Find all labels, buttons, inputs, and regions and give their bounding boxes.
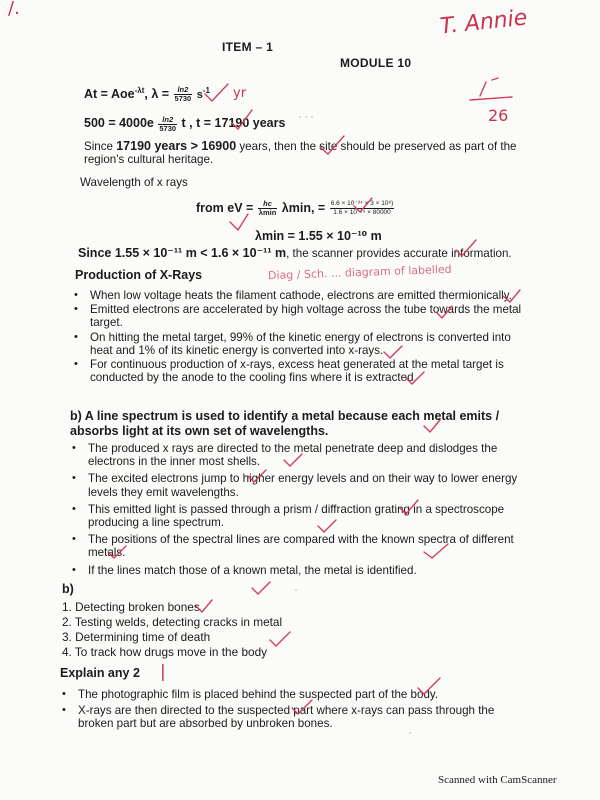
- decay-time-equation: 500 = 4000e $\frac{\ln 2}{5730}$ t , t = 17190 years: [84, 115, 286, 133]
- production-list: [72, 289, 534, 385]
- list-item: • Emitted electrons are accelerated by high voltage across the tube towards the metal target.: [72, 303, 534, 329]
- list-item: • When low voltage heats the filament cathode, electrons are emitted thermionically.: [72, 289, 534, 302]
- list-item: • If the lines match those of a known metal, the metal is identified.: [70, 564, 538, 577]
- module-heading: MODULE 10: [340, 56, 412, 70]
- list-item: • The excited electrons jump to higher energy levels and on their way to lower energy levels they emit wavelengths.: [70, 472, 538, 498]
- lambda-min-result: λmin = 1.55 × 10⁻¹⁰ m: [255, 229, 382, 243]
- list-item: • The produced x rays are directed to the metal penetrate deep and dislodges the electrons in the inner most shells.: [70, 442, 538, 468]
- line-spectrum-title: b) A line spectrum is used to identify a metal because each metal emits / absorbs light at its own set of wavelengths.: [70, 409, 500, 438]
- production-title: Production of X-Rays: [75, 268, 203, 282]
- margin-mark: /.: [8, 0, 20, 19]
- list-item: • X-rays are then directed to the suspected part where x-rays can pass through the broken part but are absorbed by unbroken bones.: [60, 704, 530, 730]
- item-heading: ITEM – 1: [222, 40, 274, 54]
- list-item: 4. To track how drugs move in the body: [62, 645, 268, 659]
- list-item: 3. Determining time of death: [62, 630, 211, 644]
- line-spectrum-list: [70, 442, 538, 578]
- list-item: 2. Testing welds, detecting cracks in metal: [62, 615, 283, 629]
- list-item: • The positions of the spectral lines are compared with the known spectra of different metals.: [70, 533, 538, 559]
- uses-label: b): [62, 582, 74, 596]
- list-item: • On hitting the metal target, 99% of the kinetic energy of electrons is converted into heat and 1% of its kinetic energy is converted into x-rays.: [72, 331, 534, 357]
- teacher-explain-mark: |: [160, 662, 166, 682]
- explain-title: Explain any 2: [60, 666, 140, 680]
- decay-equation: At = Aoe$^{-\lambda t}$, λ = $\frac{\ln 2}{5730}$ $s^{-1}$: [84, 85, 210, 104]
- preservation-conclusion: Since 17190 years > 16900 years, then the site should be preserved as part of the: [84, 139, 517, 153]
- uses-list: [62, 600, 282, 660]
- scanner-conclusion: Since 1.55 × 10⁻¹¹ m < 1.6 × 10⁻¹¹ m, the scanner provides accurate information.: [78, 246, 512, 260]
- teacher-unit-correction: yr: [233, 86, 247, 101]
- explain-list: [60, 688, 530, 732]
- preservation-conclusion-line2: region's cultural heritage.: [84, 153, 214, 166]
- list-item: 1. Detecting broken bones: [62, 600, 200, 614]
- score-fraction-bar: [470, 97, 512, 100]
- list-item: • For continuous production of x-rays, excess heat generated at the metal target is conducted by the anode to the cooling fins where it is extracted.: [72, 358, 534, 384]
- teacher-name-note: T. Annie: [438, 5, 529, 40]
- list-item: • This emitted light is passed through a prism / diffraction grating in a spectroscope producing a line spectrum.: [70, 503, 538, 529]
- list-item: • The photographic film is placed behind the suspected part of the body.: [60, 688, 530, 701]
- score-denominator: 26: [488, 106, 509, 125]
- scanner-watermark: Scanned with CamScanner: [438, 774, 557, 786]
- wavelength-formula: from eV = $\frac{hc}{\lambda\min}$ λmin, = $\frac{\text{6.6 × 10⁻³⁴ × 3 × 10⁸)}}{\text{1.6 × 10⁻¹⁹ × 80000}}$: [196, 199, 394, 217]
- wavelength-heading: Wavelength of x rays: [80, 176, 188, 189]
- tick-mark: [252, 582, 270, 594]
- teacher-diagram-note: Diag / Sch. ... diagram of labelled: [267, 262, 452, 283]
